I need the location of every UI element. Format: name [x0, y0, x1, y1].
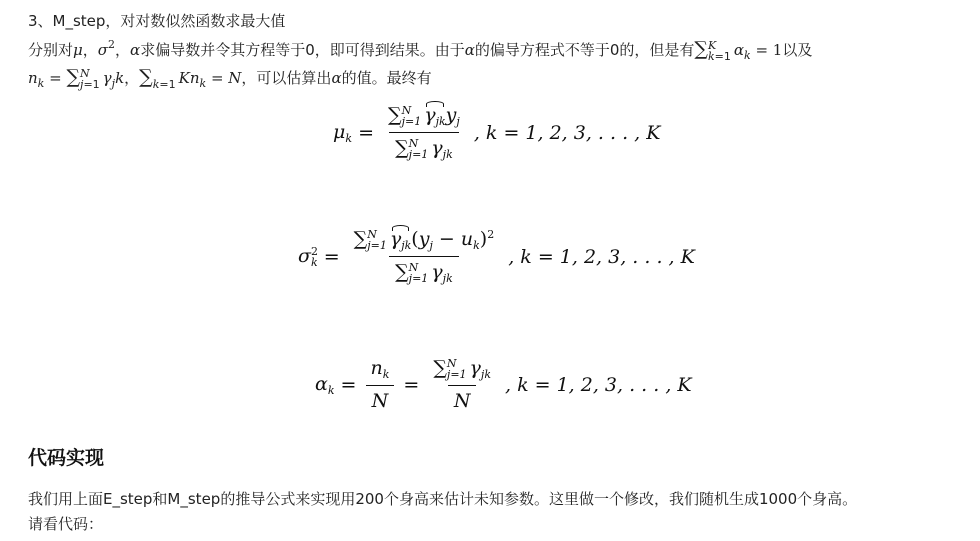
paragraph-line-1: 分别对μ，$\sigma^2$，α求偏导数并令其方程等于0，即可得到结果。由于α的偏导方程式不等于0的，但是有∑ K k=1 $\alpha_k = 1$以及	[28, 38, 813, 63]
paragraph-line-4: 请看代码：	[28, 515, 104, 533]
equation-mu: $\mu_k$ = ∑ N j=1 $\gamma_{jk}y_j$ ∑ N j=1 $\gamma_{jk}$ , k = 1, 2, 3, . . . , K	[333, 104, 661, 161]
section-title: 代码实现	[28, 447, 105, 469]
step-title: 3、M_step，对对数似然函数求最大值	[28, 12, 286, 30]
equation-sigma: $\sigma^2_k$ = ∑ N j=1 $\gamma_{jk}(y_j - u_k)^2$ ∑ N j=1 $\gamma_{jk}$ , k = 1, 2, 3, . . . , K	[298, 228, 695, 285]
paragraph-line-3: 我们用上面E_step和M_step的推导公式来实现用200个身高来估计未知参数。这里做一个修改，我们随机生成1000个身高。	[28, 490, 858, 508]
paragraph-line-2: $n_k$ = ∑ N j=1 $\gamma_jk$，∑ k=1 $Kn_k = N$，可以估算出α的值。最终有	[28, 66, 432, 91]
equation-alpha: $\alpha_k$ = $\frac{n_k}{N}$ = ∑ N j=1 $\gamma_{jk}$ N , k = 1, 2, 3, . . . , K	[315, 357, 692, 412]
